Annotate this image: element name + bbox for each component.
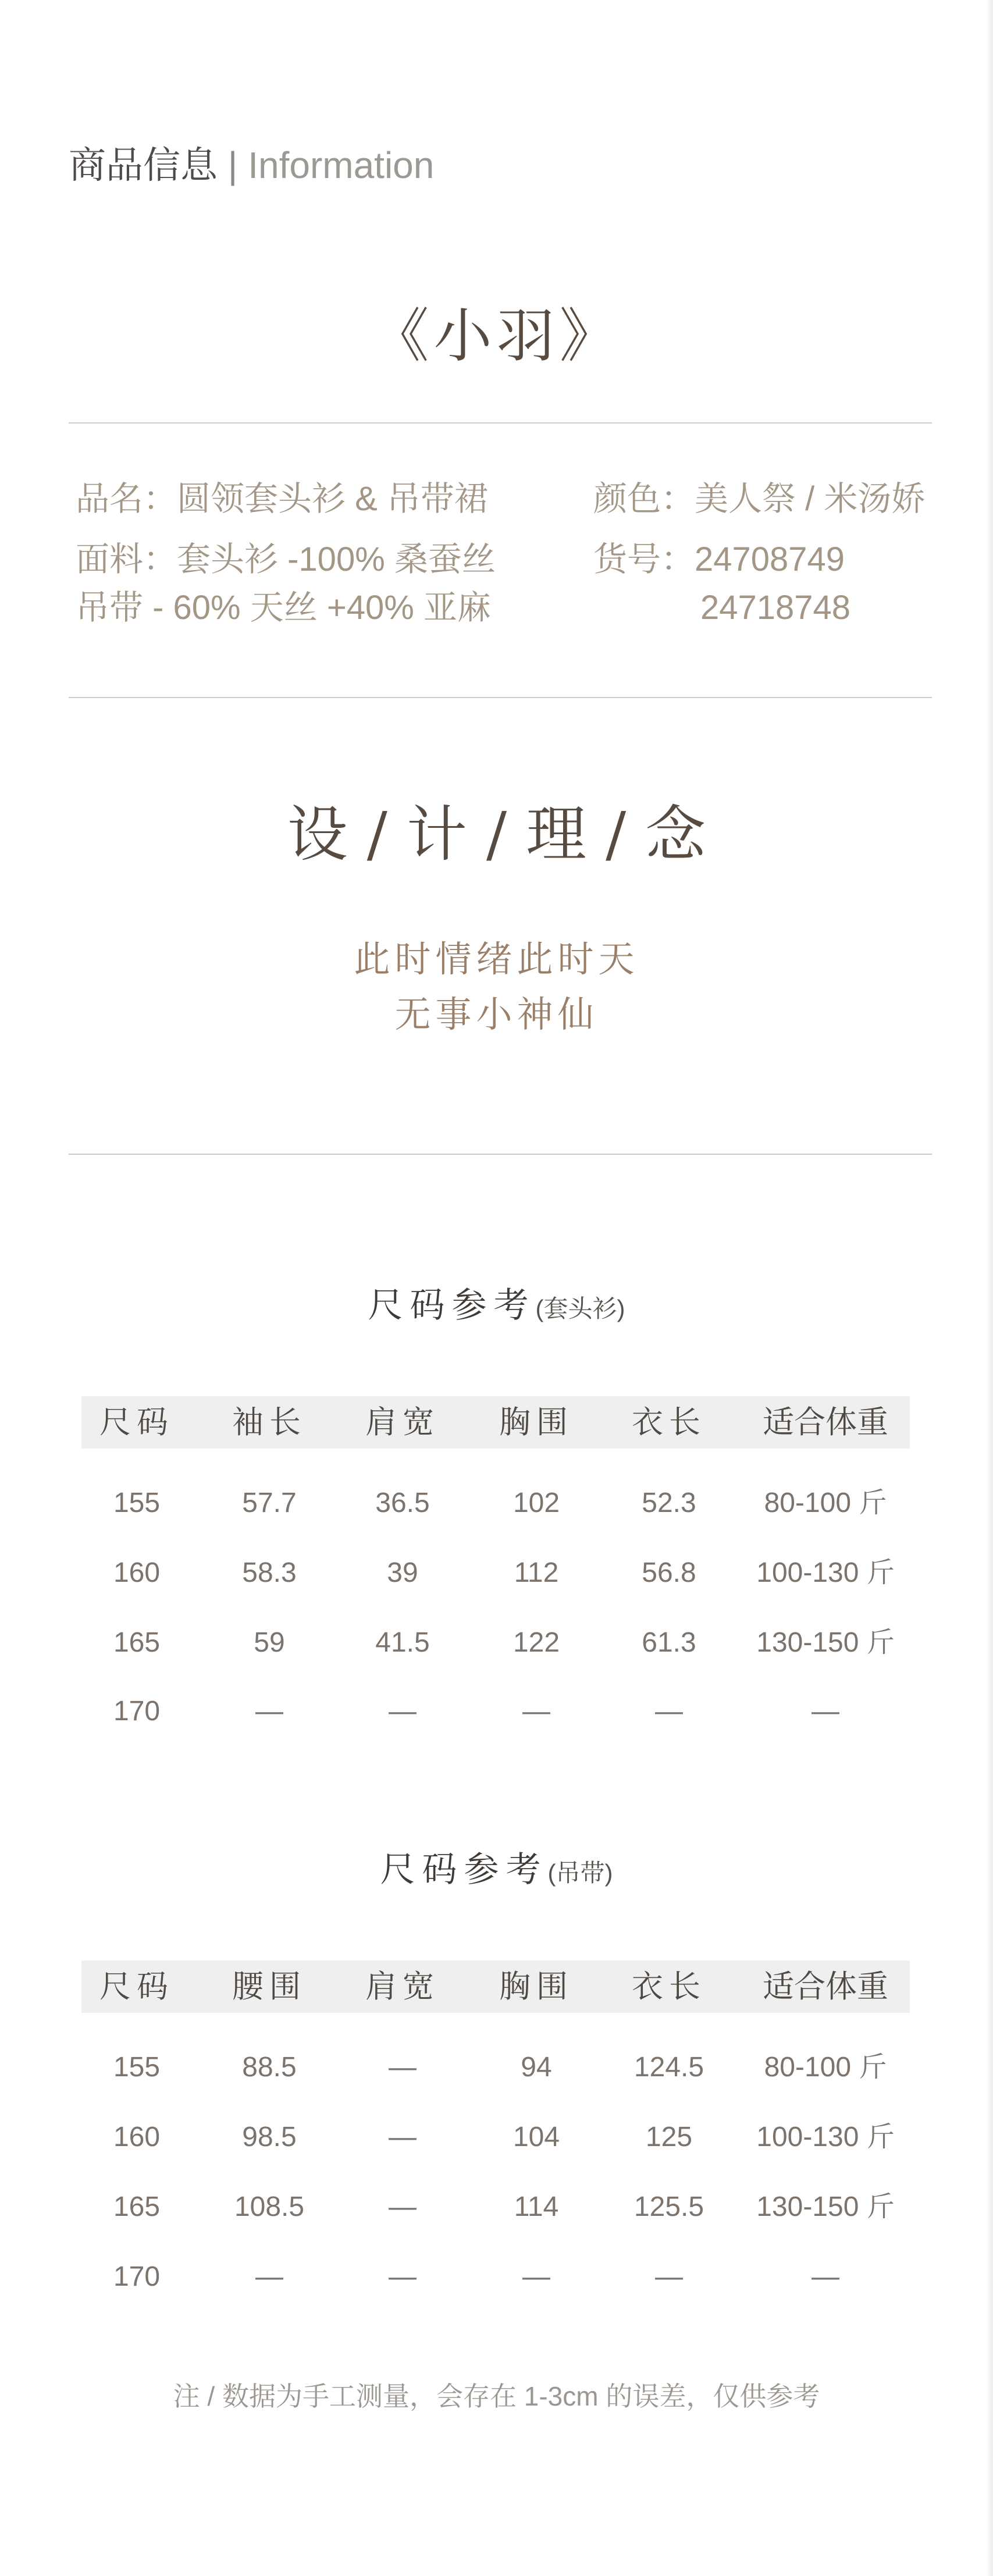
table-cell: 80-100 斤 <box>764 1488 887 1518</box>
table-cell: 59 <box>254 1627 285 1658</box>
header-en: Information <box>248 144 435 186</box>
table-cell: 112 <box>514 1557 559 1588</box>
table-cell: 36.5 <box>375 1488 430 1518</box>
table-cell: 41.5 <box>375 1627 430 1658</box>
header-cn: 商品信息 <box>69 144 218 186</box>
table-cell: 114 <box>514 2191 559 2222</box>
size-table-heading: 尺码参考 <box>380 1850 548 1889</box>
table-cell: 39 <box>387 1557 418 1588</box>
table-cell: 58.3 <box>242 1557 297 1588</box>
info-color: 颜色：美人祭 / 米汤娇 <box>593 480 926 518</box>
table-cell: 125.5 <box>633 2191 704 2222</box>
column-header: 胸围 <box>499 1969 574 2004</box>
divider-1 <box>69 422 932 424</box>
table-cell: 170 <box>113 1696 161 1727</box>
table-cell: — <box>255 1696 283 1727</box>
table-cell: 124.5 <box>633 2052 704 2083</box>
table-cell: 100-130 斤 <box>756 2122 895 2152</box>
column-header: 袖长 <box>232 1405 307 1440</box>
table-cell: 130-150 斤 <box>756 1627 895 1658</box>
size-table-header <box>81 1396 910 1449</box>
table-cell: — <box>655 1696 683 1727</box>
table-cell: 88.5 <box>242 2052 297 2083</box>
footnote: 注 / 数据为手工测量，会存在 1-3cm 的误差，仅供参考 <box>173 2381 820 2411</box>
table-cell: — <box>389 2191 417 2222</box>
column-header: 适合体重 <box>763 1405 888 1440</box>
table-cell: 165 <box>113 1627 161 1658</box>
column-header: 衣长 <box>632 1405 706 1440</box>
info-item-no-2: 24718748 <box>700 589 851 627</box>
table-cell: 102 <box>512 1488 560 1518</box>
divider-3 <box>69 1154 932 1155</box>
table-cell: 170 <box>113 2261 161 2292</box>
table-cell: 57.7 <box>242 1488 297 1518</box>
table-cell: 104 <box>512 2122 560 2152</box>
product-title: 《小羽》 <box>371 302 622 370</box>
table-cell: 94 <box>521 2052 552 2083</box>
column-header: 尺码 <box>99 1405 174 1440</box>
table-cell: 52.3 <box>642 1488 696 1518</box>
section-header <box>69 144 435 186</box>
table-cell: — <box>522 1696 550 1727</box>
table-cell: — <box>812 1696 839 1727</box>
table-cell: 165 <box>113 2191 161 2222</box>
column-header: 腰围 <box>232 1969 307 2004</box>
table-cell: — <box>389 1696 417 1727</box>
table-cell: — <box>812 2261 839 2292</box>
table-cell: 125 <box>645 2122 693 2152</box>
table-cell: 155 <box>113 1488 161 1518</box>
table-cell: — <box>389 2122 417 2152</box>
table-cell: — <box>655 2261 683 2292</box>
table-cell: 100-130 斤 <box>756 1557 895 1588</box>
table-cell: — <box>255 2261 283 2292</box>
table-cell: 130-150 斤 <box>756 2191 895 2222</box>
divider-2 <box>69 697 932 698</box>
size-table-header <box>81 1961 910 2013</box>
table-cell: — <box>389 2261 417 2292</box>
info-fabric-1: 面料：套头衫 -100% 桑蚕丝 <box>76 540 496 578</box>
size-table-title <box>0 1852 993 1887</box>
info-fabric-2: 吊带 - 60% 天丝 +40% 亚麻 <box>76 589 491 627</box>
size-table-heading: 尺码参考 <box>368 1286 536 1325</box>
table-cell: 160 <box>113 2122 161 2152</box>
design-title: 设 / 计 / 理 / 念 <box>287 799 706 870</box>
size-table-title <box>0 1288 993 1323</box>
column-header: 胸围 <box>499 1405 574 1440</box>
header-separator: | <box>227 144 238 186</box>
info-name: 品名：圆领套头衫 & 吊带裙 <box>76 480 488 518</box>
column-header: 肩宽 <box>365 1969 440 2004</box>
table-cell: — <box>522 2261 550 2292</box>
size-table-subtitle: (吊带) <box>547 1859 613 1887</box>
info-item-no: 货号：24708749 <box>593 540 845 578</box>
table-cell: 108.5 <box>234 2191 305 2222</box>
table-cell: 155 <box>113 2052 161 2083</box>
column-header: 尺码 <box>99 1969 174 2004</box>
table-cell: 61.3 <box>642 1627 696 1658</box>
table-cell: 122 <box>512 1627 560 1658</box>
table-cell: 56.8 <box>642 1557 696 1588</box>
design-line-2: 无事小神仙 <box>394 993 599 1036</box>
column-header: 肩宽 <box>365 1405 440 1440</box>
size-table-subtitle: (套头衫) <box>535 1295 625 1322</box>
column-header: 衣长 <box>632 1969 706 2004</box>
table-cell: 160 <box>113 1557 161 1588</box>
column-header: 适合体重 <box>763 1969 888 2004</box>
table-cell: — <box>389 2052 417 2083</box>
table-cell: 98.5 <box>242 2122 297 2152</box>
design-line-1: 此时情绪此时天 <box>354 938 639 980</box>
table-cell: 80-100 斤 <box>764 2052 887 2083</box>
